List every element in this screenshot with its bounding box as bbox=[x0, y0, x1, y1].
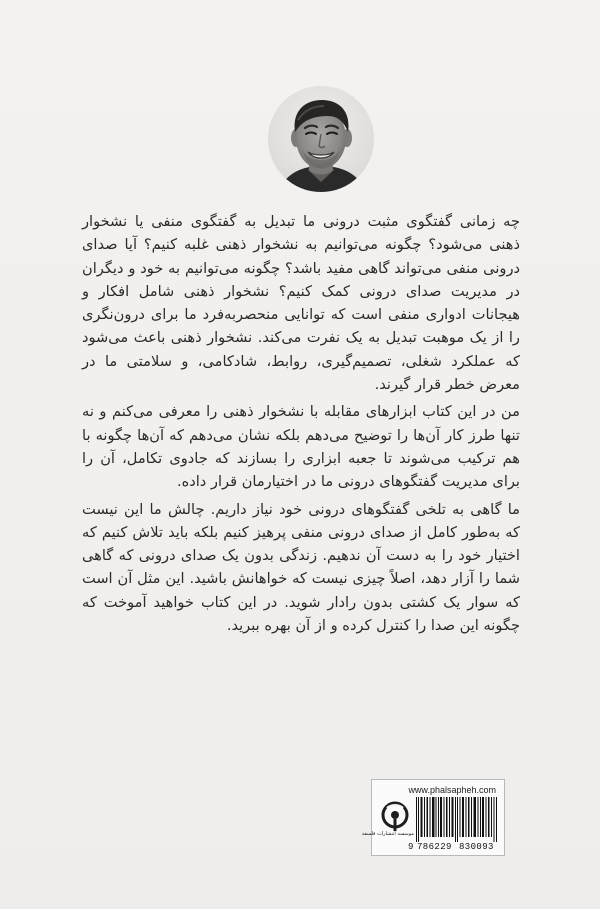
paragraph-intro: چه زمانی گفتگوی مثبت درونی ما تبدیل به گفتگوی منفی یا نشخوار ذهنی می‌شود؟ چگونه می‌توانیم به نشخوار ذهنی غلبه کنیم؟ آیا صدای درونی منفی می‌تواند گاهی مفید باشد؟ چگونه می‌توانیم به خود و دیگران در مدیریت صدای درونی کمک کنیم؟ نشخوار ذهنی شامل افکار و هیجانات ادواری منفی است که توانایی منحصربه‌فرد ما برای درون‌نگری را از یک موهبت تبدیل به یک نفرت می‌کند. نشخوار ذهنی باعث می‌شود که عملکرد شغلی، تصمیم‌گیری، روابط، شادکامی، و سلامتی ما در معرض خطر قرار گیرند. bbox=[82, 213, 520, 394]
isbn-last-digits: 830093 bbox=[459, 842, 494, 852]
publisher-website: www.phalsapheh.com bbox=[408, 785, 496, 795]
paragraph-challenge: ما گاهی به تلخی گفتگوهای درونی خود نیاز داریم. چالش ما این نیست که به‌طور کامل از صدای درونی منفی پرهیز کنیم بلکه باید تلاش کنیم که اختیار خود را به دست آن ندهیم. زندگی بدون یک صدای درونی که گاهی شما را آزار دهد، اصلاً چیزی نیست که خواهانش باشید. این مثل آن است که سوار یک کشتی بدون رادار شوید. در این کتاب خواهید آموخت که چگونه این صدا را کنترل کرده و از آن بهره ببرید. bbox=[82, 500, 520, 635]
barcode-panel bbox=[361, 779, 505, 856]
author-photo bbox=[268, 86, 374, 192]
isbn-prefix-digit: 9 bbox=[408, 842, 414, 852]
publisher-logo-icon bbox=[378, 800, 412, 844]
paragraph-tools: من در این کتاب ابزارهای مقابله با نشخوار ذهنی را معرفی می‌کنم و نه تنها طرز کار آن‌ها را توضیح می‌دهم بلکه نشان می‌دهم که آن‌ها چگونه با هم ترکیب می‌شوند تا جعبه ابزاری را بسازند که جادوی تکامل، آن را برای مدیریت گفتگوهای درونی ما در اختیارمان قرار داده. bbox=[82, 403, 520, 491]
isbn-barcode bbox=[416, 797, 498, 842]
author-portrait-image bbox=[268, 86, 374, 192]
back-cover-text bbox=[82, 210, 520, 641]
isbn-middle-digits: 786229 bbox=[417, 842, 452, 852]
publisher-name: موسسه انتشارات فلسفه bbox=[361, 831, 414, 837]
isbn-number bbox=[408, 842, 502, 852]
